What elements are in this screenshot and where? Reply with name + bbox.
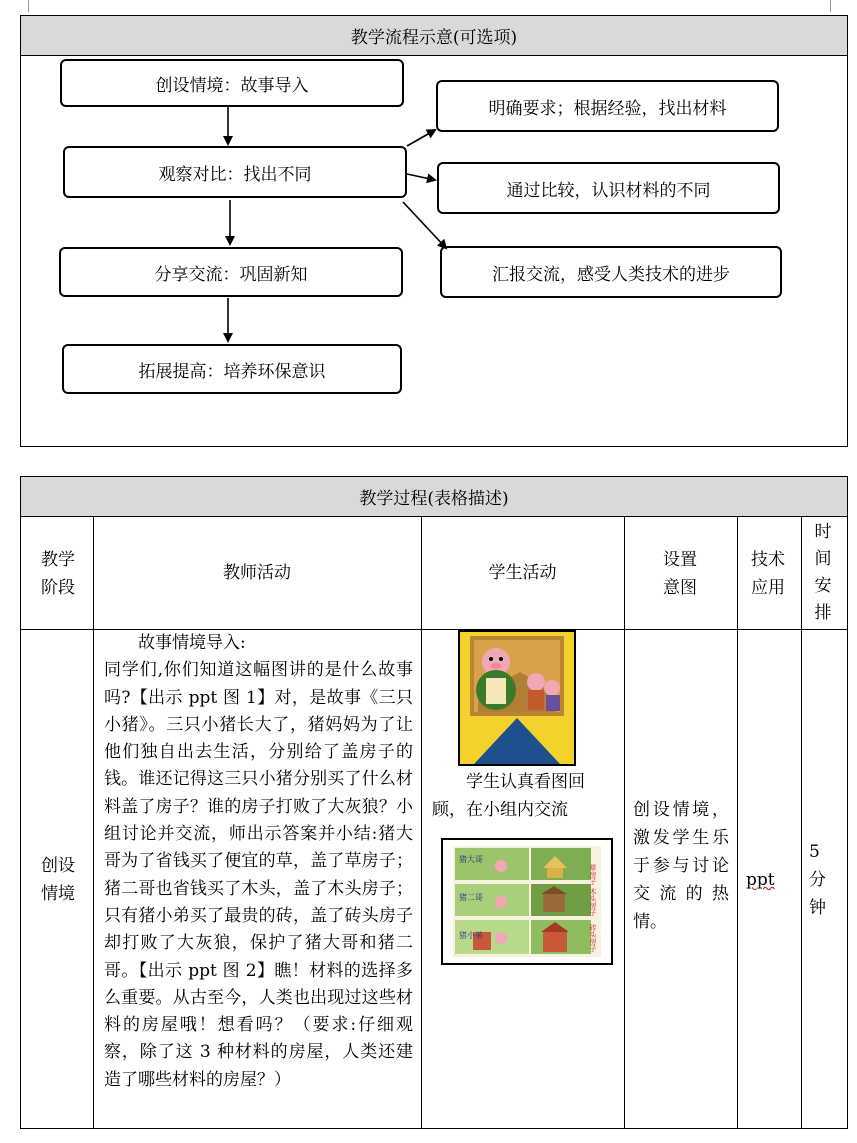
three-little-pigs-illustration: [460, 632, 574, 764]
row-stage: [35, 850, 81, 910]
flow-step-4-label: 拓展提高：培养环保意识: [138, 361, 326, 382]
arrow-step2-to-substep1: [407, 130, 435, 146]
header-student: [421, 517, 624, 629]
arrow-step2-to-substep3: [403, 202, 446, 248]
flow-step-3-label: 分享交流：巩固新知: [154, 264, 308, 285]
header-intent: [656, 544, 704, 604]
header-stage: [35, 544, 81, 604]
header-time: [810, 517, 836, 629]
header-teacher-text: 教师活动: [223, 563, 291, 583]
header-tech: [745, 544, 791, 604]
flowchart-arrows: [0, 0, 857, 450]
label-house1: 草房子: [589, 864, 597, 885]
header-stage-text: 教学阶段: [41, 550, 75, 598]
header-intent-text: 设置意图: [663, 550, 697, 598]
table-col-divider-4: [737, 517, 738, 1128]
teacher-body: 同学们,你们知道这幅图讲的是什么故事吗?【出示 ppt 图 1】对，是故事《三只小猪》。三只小猪长大了，猪妈妈为了让他们独自出去生活，分别给了盖房子的钱。谁还记得这三只小猪分别买了什么材料盖了房子？谁的房子打败了大灰狼？小组讨论并交流，师出示答案并小结:猪大哥为了省钱买了便宜的草，盖了草房子；猪二哥也省钱买了木头，盖了木头房子；只有猪小弟买了最贵的砖，盖了砖头房子却打败了大灰狼，保护了猪大哥和猪二哥。【出示 ppt 图 2】瞧！材料的选择多么重要。从古至今，人类也出现过这些材料的房屋哦！想看吗？（要求:仔细观察，除了这 3 种材料的房屋，人类还建造了哪些材料的房屋？）: [104, 660, 413, 1090]
label-house3: 砖头房子: [589, 924, 597, 952]
row-time: [809, 838, 829, 928]
ppt-image-1: [458, 630, 576, 766]
header-tech-text: 技术应用: [751, 550, 785, 598]
label-pig1: 猪大哥: [459, 855, 483, 864]
header-student-text: 学生活动: [488, 563, 557, 583]
row-time-text: 5分钟: [809, 842, 826, 918]
label-pig2: 猪二哥: [459, 893, 483, 902]
row-intent-text: 创设情境，激发学生乐于参与讨论交流的热情。: [633, 800, 729, 932]
flow-step-2-label: 观察对比：找出不同: [158, 164, 312, 185]
flow-step-1-label: 创设情境：故事导入: [155, 75, 309, 96]
process-table-title: [21, 477, 847, 517]
ppt-image-2: [441, 838, 613, 965]
flowchart-title-text: 教学流程示意(可选项): [350, 28, 518, 48]
row-straw: [455, 848, 591, 880]
row-intent: [633, 796, 729, 936]
arrow-step2-to-substep2: [407, 174, 435, 180]
process-table-title-text: 教学过程(表格描述): [359, 489, 509, 509]
flow-substep-2-label: 通过比较，认识材料的不同: [506, 180, 711, 201]
teacher-intro: 故事情境导入:: [138, 633, 246, 653]
row-stage-text: 创设情境: [41, 856, 75, 904]
label-house2: 木头房子: [589, 888, 597, 916]
row-teacher-activity: [104, 630, 413, 1128]
row-tech-text: ppt: [746, 870, 775, 890]
row-student-activity: [432, 768, 618, 828]
header-time-text: 时间安排: [814, 522, 832, 623]
flow-substep-3-label: 汇报交流，感受人类技术的进步: [492, 264, 730, 285]
flow-substep-1-label: 明确要求；根据经验，找出材料: [488, 98, 727, 119]
label-pig3: 猪小弟: [459, 931, 483, 940]
pig-houses-comparison: [443, 840, 611, 963]
row-student-text: 学生认真看图回顾，在小组内交流: [432, 772, 585, 820]
row-tech: [746, 866, 786, 894]
header-teacher: [93, 517, 421, 629]
table-col-divider-5: [801, 517, 802, 1128]
table-col-divider-3: [624, 517, 625, 1128]
